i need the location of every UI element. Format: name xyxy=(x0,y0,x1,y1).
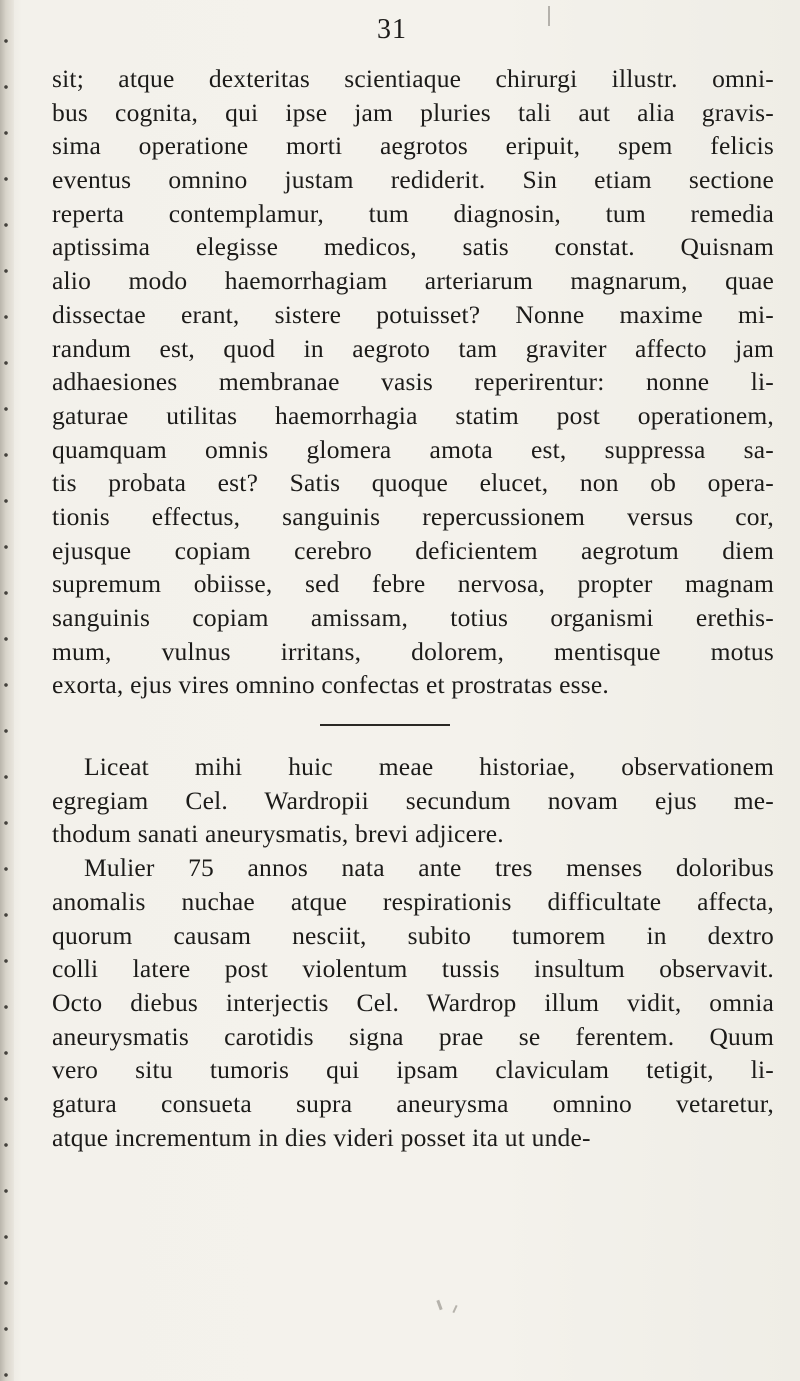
binding-stitch-marks xyxy=(2,0,10,1381)
text-line: eventus omnino justam rediderit. Sin etiam sectione xyxy=(52,165,774,195)
text-line: egregiam Cel. Wardropii secundum novam ejus me- xyxy=(52,785,774,815)
text-line: gatura consueta supra aneurysma omnino vetaretur, xyxy=(52,1088,774,1118)
text-line: tionis effectus, sanguinis repercussionem versus cor, xyxy=(52,501,774,531)
text-line: Mulier 75 annos nata ante tres menses doloribus xyxy=(84,853,774,883)
text-line: dissectae erant, sistere potuisset? Nonne maxime mi- xyxy=(52,299,774,329)
text-line: tis probata est? Satis quoque elucet, non ob opera- xyxy=(52,468,774,498)
text-line: ejusque copiam cerebro deficientem aegrotum diem xyxy=(52,535,774,565)
body-text xyxy=(52,62,774,1154)
text-line: gaturae utilitas haemorrhagia statim post operationem, xyxy=(52,400,774,430)
text-line: colli latere post violentum tussis insultum observavit. xyxy=(52,954,774,984)
text-line: sit; atque dexteritas scientiaque chirurgi illustr. omni- xyxy=(52,64,774,93)
paragraph-1 xyxy=(52,62,774,702)
text-line: Octo diebus interjectis Cel. Wardrop illum vidit, omnia xyxy=(52,987,774,1017)
text-line: quorum causam nesciit, subito tumorem in dextro xyxy=(52,920,774,950)
text-line: mum, vulnus irritans, dolorem, mentisque motus xyxy=(52,636,774,666)
separator-rule xyxy=(320,724,450,726)
text-line: anomalis nuchae atque respirationis difficultate affecta, xyxy=(52,886,774,916)
text-line: vero situ tumoris qui ipsam claviculam tetigit, li- xyxy=(52,1055,774,1085)
text-line: alio modo haemorrhagiam arteriarum magnarum, quae xyxy=(52,266,774,296)
text-line: aptissima elegisse medicos, satis constat. Quisnam xyxy=(52,232,774,262)
section-separator xyxy=(52,702,774,750)
text-line: supremum obiisse, sed febre nervosa, propter magnam xyxy=(52,569,774,599)
paragraph-2 xyxy=(52,750,774,851)
text-line: thodum sanati aneurysmatis, brevi adjicere. xyxy=(52,819,504,849)
text-line: Liceat mihi huic meae historiae, observationem xyxy=(84,752,774,782)
text-line: sima operatione morti aegrotos eripuit, spem felicis xyxy=(52,131,774,161)
text-line: randum est, quod in aegroto tam graviter affecto jam xyxy=(52,333,774,363)
text-line: bus cognita, qui ipse jam pluries tali aut alia gravis- xyxy=(52,97,774,127)
text-line: aneurysmatis carotidis signa prae se ferentem. Quum xyxy=(52,1021,774,1051)
text-line: adhaesiones membranae vasis reperirentur: nonne li- xyxy=(52,367,774,397)
text-line: sanguinis copiam amissam, totius organismi erethis- xyxy=(52,603,774,632)
page-number: 31 xyxy=(377,14,407,45)
text-line: reperta contemplamur, tum diagnosin, tum remedia xyxy=(52,198,774,228)
paragraph-3 xyxy=(52,851,774,1154)
text-line: atque incrementum in dies videri posset ita ut unde- xyxy=(52,1122,591,1152)
text-line: exorta, ejus vires omnino confectas et prostratas esse. xyxy=(52,670,609,700)
paper-speck xyxy=(548,6,550,26)
text-line: quamquam omnis glomera amota est, suppressa sa- xyxy=(52,434,774,464)
paper-speck xyxy=(436,1300,442,1310)
paper-speck xyxy=(452,1305,457,1313)
